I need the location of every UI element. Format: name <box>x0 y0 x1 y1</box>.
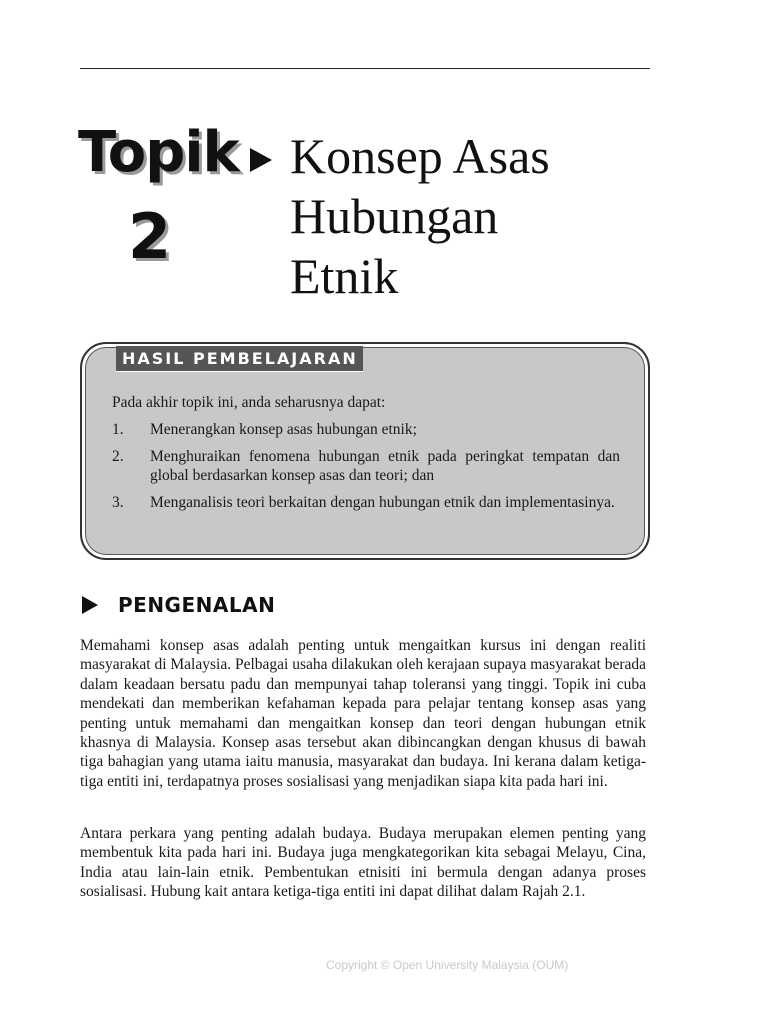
copyright-footer: Copyright © Open University Malaysia (OUM) <box>326 958 569 972</box>
section-heading: PENGENALAN <box>118 593 276 617</box>
outcome-number: 3. <box>112 494 124 511</box>
outcome-item <box>112 447 620 485</box>
title-arrow-icon <box>250 148 272 172</box>
learning-outcomes-content <box>112 393 620 520</box>
topic-number: 2 <box>128 200 172 273</box>
chapter-title-line: Konsep Asas <box>290 128 550 184</box>
learning-outcomes-heading: HASIL PEMBELAJARAN <box>116 346 363 372</box>
outcome-item <box>112 493 620 512</box>
outcome-item <box>112 420 620 439</box>
outcome-text: Menerangkan konsep asas hubungan etnik; <box>150 421 417 438</box>
outcome-number: 1. <box>112 421 124 438</box>
outcome-number: 2. <box>112 448 124 465</box>
section-arrow-icon <box>82 596 98 614</box>
outcome-text: Menghuraikan fenomena hubungan etnik pada peringkat tempatan dan global berdasarkan konsep asas dan teori; dan <box>150 448 620 484</box>
learning-outcomes-intro: Pada akhir topik ini, anda seharusnya dapat: <box>112 394 386 411</box>
chapter-title <box>290 126 550 306</box>
topic-word: Topik <box>78 120 239 185</box>
body-paragraph: Memahami konsep asas adalah penting untuk mengaitkan kursus ini dengan realiti masyarakat di Malaysia. Pelbagai usaha dilakukan oleh kerajaan supaya masyarakat berada dalam keadaan bersatu padu dan mempunyai tahap toleransi yang tinggi. Topik ini cuba mendekati dan memberikan kefahaman kepada para pelajar tentang konsep asas yang penting untuk memahami dan mengaitkan konsep dan teori dengan hubungan etnik khasnya di Malaysia. Konsep asas tersebut akan dibincangkan dengan khusus di bawah tiga bahagian yang utama iaitu manusia, masyarakat dan budaya. Ini kerana dalam ketiga-tiga entiti ini, terdapatnya proses sosialisasi yang menjadikan siapa kita pada hari ini. <box>80 637 646 790</box>
body-paragraph: Antara perkara yang penting adalah budaya. Budaya merupakan elemen penting yang membentuk kita pada hari ini. Budaya juga mengkategorikan kita sebagai Melayu, Cina, India atau lain-lain etnik. Pembentukan etnisiti ini bermula dengan adanya proses sosialisasi. Hubung kait antara ketiga-tiga entiti ini dapat dilihat dalam Rajah 2.1. <box>80 825 646 901</box>
top-rule <box>80 68 650 69</box>
chapter-title-line: Etnik <box>290 248 399 304</box>
chapter-title-line: Hubungan <box>290 188 499 244</box>
outcome-text: Menganalisis teori berkaitan dengan hubungan etnik dan implementasinya. <box>150 494 615 511</box>
